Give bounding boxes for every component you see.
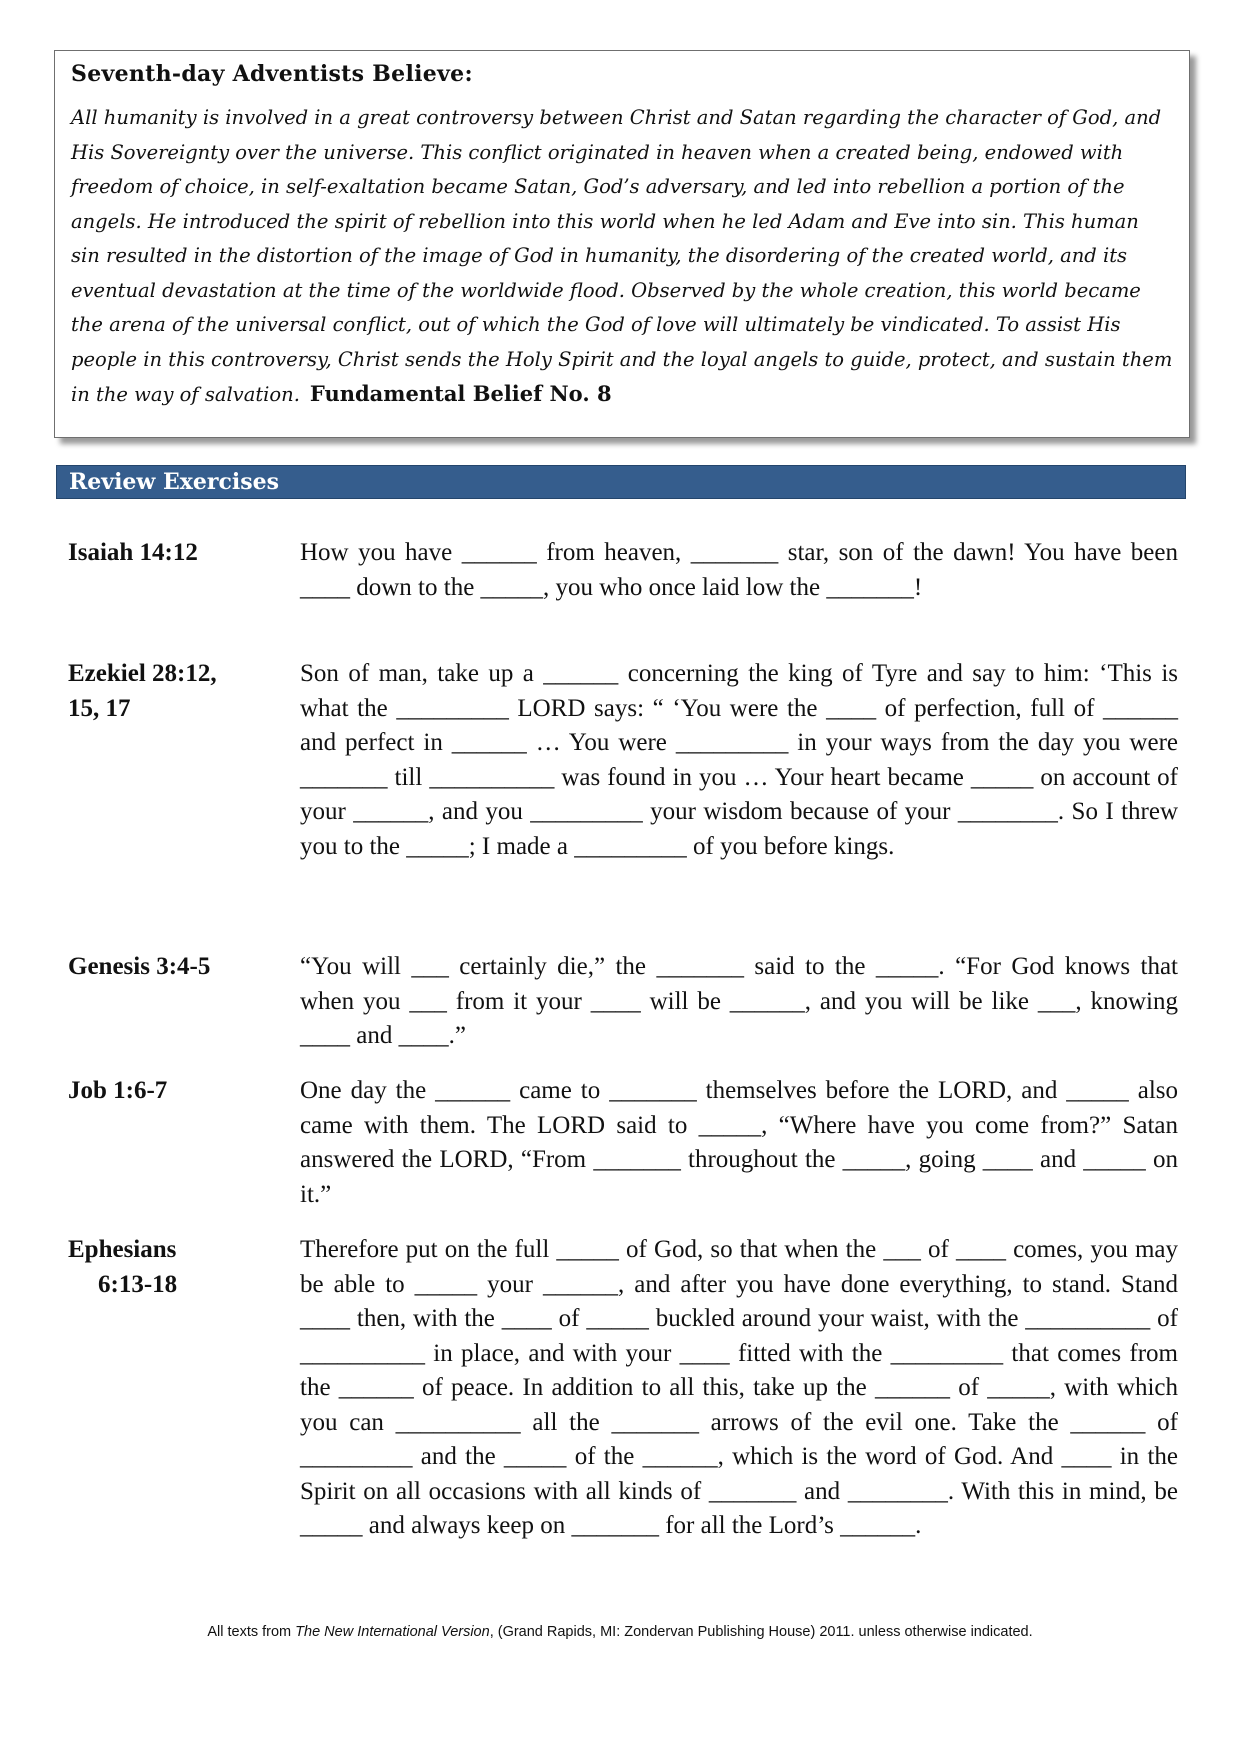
fill-in-text: Therefore put on the full _____ of God, so that when the ___ of ____ comes, you may be able to _____ your ______, and after you have done everything, to stand. Stand ____ then, with the ____ of _____ buckled around your waist, with the __________ of __________ in place, and with your ____ fitted with the _________ that comes from the ______ of peace. In addition to all this, take up the ______ of _____, with which you can __________ all the _______ arrows of the evil one. Take the ______ of _________ and the _____ of the ______, which is the word of God. And ____ in the Spirit on all occasions with all kinds of _______ and ________. With this in mind, be _____ and always keep on _______ for all the Lord’s ______. <box>300 1236 1178 1539</box>
belief-body: All humanity is involved in a great controversy between Christ and Satan regarding the character of God, and His Sovereignty over the universe. This conflict originated in heaven when a created being, endowed with freedom of choice, in self-exaltation became Satan, God’s adversary, and led into rebellion a portion of the angels. He introduced the spirit of rebellion into this world when he led Adam and Eve into sin. This human sin resulted in the distortion of the image of God in humanity, the disordering of the created world, and its eventual devastation at the time of the worldwide flood. Observed by the whole creation, this world became the arena of the universal conflict, out of which the God of love will ultimately be vindicated. To assist His people in this controversy, Christ sends the Holy Spirit and the loyal angels to guide, protect, and sustain them in the way of salvation. <box>71 106 1173 406</box>
belief-reference: Fundamental Belief No. 8 <box>309 381 612 406</box>
review-exercises-header <box>56 465 1186 499</box>
scripture-reference <box>68 1233 288 1302</box>
fill-in-text: How you have ______ from heaven, _______ star, son of the dawn! You have been ____ down to the _____, you who once laid low the _______! <box>300 539 1178 601</box>
belief-text <box>71 101 1173 413</box>
footer-suffix: , (Grand Rapids, MI: Zondervan Publishing House) 2011. unless otherwise indicated. <box>489 1624 1033 1640</box>
fill-in-text: Son of man, take up a ______ concerning the king of Tyre and say to him: ‘This is what the _________ LORD says: “ ‘You were the ____ of perfection, full of ______ and perfect in ______ … You were _________ in your ways from the day you were _______ till __________ was found in you … Your heart became _____ on account of your ______, and you _________ your wisdom because of your ________. So I threw you to the _____; I made a _________ of you before kings. <box>300 660 1178 860</box>
scripture-reference <box>68 1074 288 1109</box>
scripture-reference <box>68 657 288 726</box>
scripture-reference <box>68 536 288 571</box>
footer-book-title: The New International Version <box>295 1624 490 1640</box>
belief-heading: Seventh-day Adventists Believe: <box>71 61 473 87</box>
reference-line-1: Genesis 3:4-5 <box>68 953 211 980</box>
scripture-reference <box>68 950 288 985</box>
belief-box <box>54 50 1190 438</box>
fill-in-text: One day the ______ came to _______ themselves before the LORD, and _____ also came with them. The LORD said to _____, “Where have you come from?” Satan answered the LORD, “From _______ throughout the _____, going ____ and _____ on it.” <box>300 1077 1178 1208</box>
reference-line-2: 15, 17 <box>68 694 131 722</box>
reference-line-1: Isaiah 14:12 <box>68 539 198 566</box>
section-title: Review Exercises <box>69 469 280 495</box>
reference-line-1: Ephesians <box>68 1236 177 1263</box>
footer-prefix: All texts from <box>207 1624 296 1640</box>
reference-line-1: Job 1:6-7 <box>68 1077 168 1104</box>
fill-in-text: “You will ___ certainly die,” the _______ said to the _____. “For God knows that when you ___ from it your ____ will be ______, and you will be like ___, knowing ____ and ____.” <box>300 953 1178 1049</box>
reference-line-2: 6:13-18 <box>98 1270 178 1298</box>
footer-citation <box>0 1624 1240 1640</box>
reference-line-1: Ezekiel 28:12, <box>68 660 217 687</box>
